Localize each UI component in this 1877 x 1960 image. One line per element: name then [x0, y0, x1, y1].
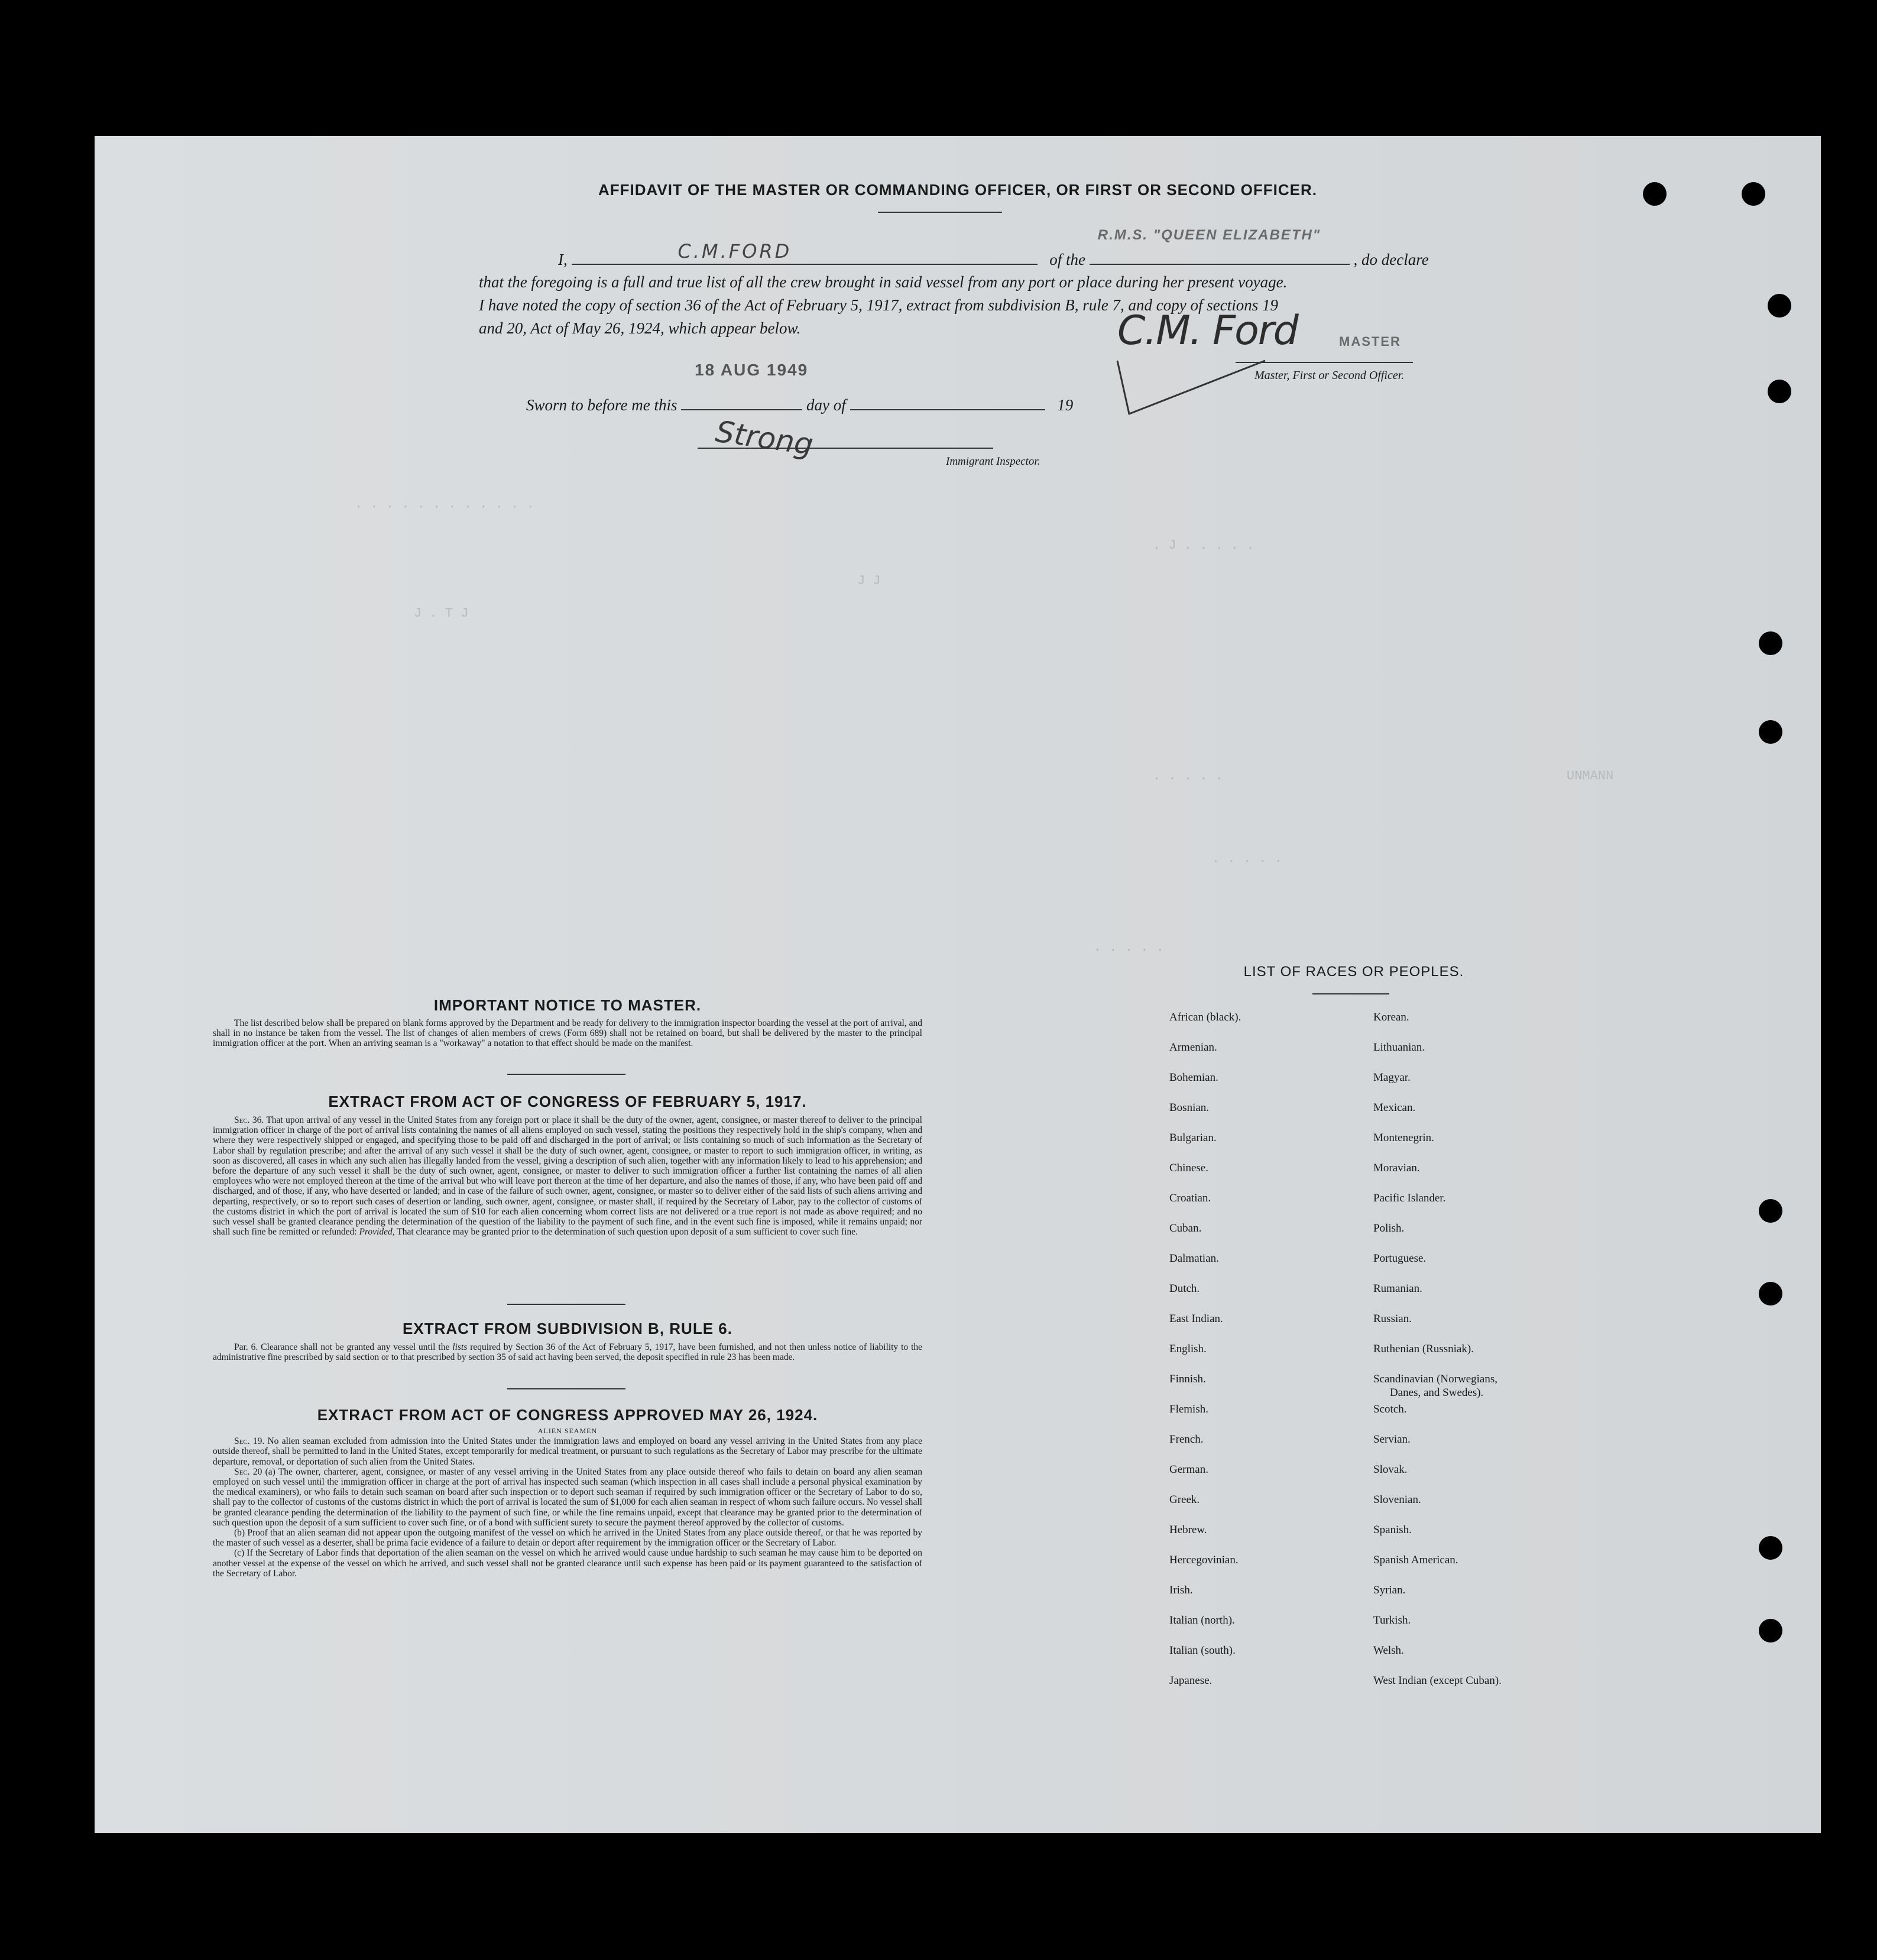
- race-item: Armenian.: [1169, 1041, 1217, 1054]
- affidavit-line-2: that the foregoing is a full and true list of all the crew brought in said vessel from any port or place during her present voyage.: [479, 273, 1288, 291]
- notice-divider: [507, 1074, 625, 1075]
- par-6-text-a: Clearance shall not be granted any vessel until the: [261, 1342, 450, 1352]
- master-stamp: MASTER: [1339, 334, 1401, 349]
- race-item: Moravian.: [1373, 1162, 1420, 1174]
- signature-flourish: [1111, 349, 1277, 426]
- do-declare-label: , do declare: [1353, 251, 1429, 268]
- par-6-label: Par. 6.: [234, 1342, 258, 1352]
- race-item: Scotch.: [1373, 1403, 1407, 1415]
- alien-seamen-subtitle: ALIEN SEAMEN: [537, 1427, 598, 1435]
- punch-hole: [1768, 294, 1791, 318]
- affidavit-line-4: and 20, Act of May 26, 1924, which appear below.: [479, 319, 801, 337]
- sworn-month-field: [850, 396, 1045, 410]
- race-item-continuation: Danes, and Swedes).: [1390, 1386, 1484, 1399]
- punch-hole: [1768, 380, 1791, 403]
- sec-19-text: No alien seaman excluded from admission into the United States under the immigration laws and employed on board any vessel arriving in the United States from any place outside thereof, shall be permitted to land in the United States, except temporarily for medical treatment, or pursuant to such regulations as the Secretary of Labor may prescribe for the ultimate departure, removal, or deportation of such alien from the United States.: [213, 1436, 922, 1467]
- inspector-caption: Immigrant Inspector.: [946, 455, 1040, 468]
- sec-20b-text: (b) Proof that an alien seaman did not appear upon the outgoing manifest of the vessel on which he arrived in the United States from any place outside thereof, or that he was reported by the master of such vessel as a deserter, shall be prima facie evidence of a failure to detain or deport after requirement by the immigration officer or the Secretary of Labor.: [213, 1528, 922, 1548]
- sec-36-text: That upon arrival of any vessel in the United States from any foreign port or place it shall be the duty of the owner, agent, consignee, or master thereof to deliver to the principal immigration officer in charge of the port of arrival lists containing the names of all aliens employed on such vessel, stating the positions they respectively hold in the ship's company, when and where they were respectively shipped or engaged, and specifying those to be paid off and discharged in the port of arrival; or lists containing so much of such information as the Secretary of Labor shall by regulation prescribe; and after the arrival of any such vessel it shall be the duty of such owner, agent, consignee, or master to report to such immigration officer, in writing, as soon as discovered, all cases in which any such alien has illegally landed from the vessel, giving a description of such alien, together with any information likely to lead to his apprehension; and before the departure of any such vessel it shall be the duty of such owner, agent, consignee, or master to deliver to such immigration officer a further list containing the names of all alien employees who were not employed thereon at the time of the arrival but who will leave port thereon at the time of her departure, and also the names of those, if any, who have been paid off and discharged, and of those, if any, who have deserted or landed; and in case of the failure of such owner, agent, consignee, or master so to deliver either of the said lists of such aliens arriving and departing, respectively, or so to report such cases of desertion or landing, such owner, agent, consignee, or master shall, if required by the Secretary of Labor, pay to the collector of customs of the customs district in which the port of arrival is located the sum of $10 for each alien concerning whom correct lists are not delivered or a true report is not made as above required; and no such vessel shall be granted clearance pending the determination of the question of the liability to the payment of such fine, and in the event such fine is imposed, while it remains unpaid; nor shall such fine be remitted or refunded:: [213, 1115, 922, 1237]
- race-item: Korean.: [1373, 1011, 1409, 1023]
- sec-36-label: Sec. 36.: [234, 1115, 264, 1125]
- race-item: Turkish.: [1373, 1614, 1411, 1627]
- sworn-line: [526, 396, 1073, 414]
- notice-paragraph: The list described below shall be prepared on blank forms approved by the Department and be ready for delivery to the immigration inspector boarding the vessel at the port of arrival, and shall in no instance be taken from the vessel. The list of changes of alien members of crews (Form 689) shall not be retained on board, but shall be delivered by the master to the principal immigration officer at the port. When an arriving seaman is a "workaway" a notation to that effect should be made on the manifest.: [213, 1018, 922, 1049]
- race-item: Bohemian.: [1169, 1071, 1218, 1084]
- race-item: Chinese.: [1169, 1162, 1208, 1174]
- line1-prefix: I,: [558, 251, 568, 268]
- extract-1917-divider: [507, 1304, 625, 1305]
- punch-hole: [1643, 182, 1667, 206]
- race-item: German.: [1169, 1463, 1208, 1476]
- race-item: Greek.: [1169, 1494, 1200, 1506]
- race-item: East Indian.: [1169, 1313, 1223, 1325]
- race-item: French.: [1169, 1433, 1204, 1446]
- race-item: Welsh.: [1373, 1644, 1404, 1657]
- affidavit-line-3: I have noted the copy of section 36 of the Act of February 5, 1917, extract from subdivision B, rule 7, and copy of sections 19: [479, 296, 1278, 314]
- affidavit-title: AFFIDAVIT OF THE MASTER OR COMMANDING OFFICER, OR FIRST OR SECOND OFFICER.: [598, 181, 1318, 199]
- race-item: West Indian (except Cuban).: [1373, 1674, 1502, 1687]
- title-underline: [878, 212, 1002, 213]
- race-item: Hercegovinian.: [1169, 1554, 1239, 1566]
- sec-20c-text: (c) If the Secretary of Labor finds that deportation of the alien seaman on the vessel on which he arrived would cause undue hardship to such seaman he may cause him to be deported on another vessel at the expense of the vessel on which he arrived, and such vessel shall not be granted clearance until such expense has been paid or its payment guaranteed to the satisfaction of the Secretary of Labor.: [213, 1548, 922, 1579]
- race-item: Rumanian.: [1373, 1282, 1422, 1295]
- sec-19-label: Sec. 19.: [234, 1436, 265, 1447]
- race-item: Polish.: [1373, 1222, 1405, 1235]
- subdivision-b-title: EXTRACT FROM SUBDIVISION B, RULE 6.: [403, 1320, 732, 1337]
- inspector-signature: Strong: [713, 414, 816, 462]
- race-item: Servian.: [1373, 1433, 1411, 1446]
- race-item: Lithuanian.: [1373, 1041, 1425, 1054]
- affidavit-line-1: [558, 227, 1429, 269]
- sworn-year-label: 19: [1057, 396, 1074, 414]
- punch-hole: [1759, 1199, 1782, 1223]
- race-item: Russian.: [1373, 1313, 1412, 1325]
- subdivision-b-text: [213, 1342, 922, 1362]
- race-item: Hebrew.: [1169, 1524, 1207, 1536]
- race-item: Dutch.: [1169, 1282, 1200, 1295]
- master-signature-line: [1236, 362, 1413, 363]
- sworn-day-label: day of: [806, 396, 846, 414]
- punch-hole: [1759, 1282, 1782, 1305]
- of-the-label: of the: [1049, 251, 1085, 268]
- race-item: Portuguese.: [1373, 1252, 1427, 1265]
- race-item: Pacific Islander.: [1373, 1192, 1446, 1204]
- punch-hole: [1742, 182, 1765, 206]
- race-item: Cuban.: [1169, 1222, 1202, 1235]
- sec-20-label: Sec. 20: [234, 1466, 262, 1477]
- race-item: Mexican.: [1373, 1102, 1416, 1114]
- date-stamp: 18 AUG 1949: [695, 361, 809, 379]
- punch-hole: [1759, 1619, 1782, 1642]
- race-item: Spanish.: [1373, 1524, 1412, 1536]
- punch-hole: [1759, 631, 1782, 655]
- subdivision-b-divider: [507, 1388, 625, 1389]
- signer-name: C.M.FORD: [677, 240, 792, 263]
- race-item: Bosnian.: [1169, 1102, 1210, 1114]
- extract-1924-text: [213, 1426, 922, 1579]
- race-item: Flemish.: [1169, 1403, 1208, 1415]
- race-item: Slovenian.: [1373, 1494, 1421, 1506]
- race-item: Irish.: [1169, 1584, 1193, 1596]
- race-item: Dalmatian.: [1169, 1252, 1219, 1265]
- extract-1917-title: EXTRACT FROM ACT OF CONGRESS OF FEBRUARY 5, 1917.: [328, 1093, 807, 1110]
- extract-1917-text: [213, 1115, 922, 1237]
- notice-text: [213, 1018, 922, 1049]
- sworn-prefix: Sworn to before me this: [526, 396, 677, 414]
- race-item: Magyar.: [1373, 1071, 1411, 1084]
- extract-1924-title: EXTRACT FROM ACT OF CONGRESS APPROVED MAY 26, 1924.: [317, 1406, 818, 1424]
- races-title-underline: [1312, 993, 1389, 994]
- vessel-stamp: R.M.S. "QUEEN ELIZABETH": [1097, 227, 1321, 243]
- race-item: Japanese.: [1169, 1674, 1213, 1687]
- race-item: Bulgarian.: [1169, 1132, 1217, 1144]
- race-item: Syrian.: [1373, 1584, 1406, 1596]
- race-item: Italian (south).: [1169, 1644, 1236, 1657]
- race-item: Montenegrin.: [1373, 1132, 1434, 1144]
- race-item: Slovak.: [1373, 1463, 1408, 1476]
- race-item: Spanish American.: [1373, 1554, 1458, 1566]
- sworn-day-field: [681, 396, 802, 410]
- race-item: Italian (north).: [1169, 1614, 1235, 1627]
- punch-hole: [1759, 720, 1782, 744]
- punch-hole: [1759, 1536, 1782, 1560]
- sec-20a-text: (a) The owner, charterer, agent, consignee, or master of any vessel arriving in the United States from any place outside thereof who fails to detain on board any alien seaman employed on such vessel until the immigration officer in charge at the port of arrival has inspected such seaman (which inspection in all cases shall include a personal physical examination by the medical examiners), or who fails to detain such seaman on board after such inspection or to deport such seaman if required by such immigration officer or the Secretary of Labor to do so, shall pay to the collector of customs of the customs district in which the port of arrival is located the sum of $1,000 for each alien seaman in respect of whom such failure occurs. No vessel shall be granted clearance pending the determination of the liability to the payment of such fine, or while the fine remains unpaid, except that clearance may be granted prior to the determination of such question upon the deposit of a sum sufficient to cover such fine, or of a bond with sufficient surety to secure the payment thereof approved by the collector of customs.: [213, 1466, 922, 1528]
- vessel-name-field: [1090, 227, 1350, 265]
- inspector-signature-line: [698, 448, 993, 449]
- master-caption: Master, First or Second Officer.: [1254, 369, 1405, 382]
- par-6-lists: lists: [452, 1342, 468, 1352]
- race-item: Scandinavian (Norwegians,: [1373, 1373, 1497, 1385]
- race-item: Ruthenian (Russniak).: [1373, 1343, 1474, 1355]
- master-signature: C.M. Ford: [1117, 307, 1298, 354]
- par-6-text-b: required by Section 36 of the Act of February 5, 1917, have been furnished, and not then unless notice of liability to the administrative fine prescribed by said section or to that prescribed by section 35 of said act having been served, the deposit specified in rule 23 has been made.: [213, 1342, 923, 1363]
- race-item: English.: [1169, 1343, 1207, 1355]
- notice-title: IMPORTANT NOTICE TO MASTER.: [433, 996, 702, 1014]
- races-title: LIST OF RACES OR PEOPLES.: [1243, 964, 1464, 980]
- race-item: African (black).: [1169, 1011, 1241, 1023]
- proviso-text: That clearance may be granted prior to the determination of such question upon deposit of a sum sufficient to cover such fine.: [397, 1227, 858, 1237]
- race-item: Finnish.: [1169, 1373, 1206, 1385]
- proviso-label: Provided,: [359, 1227, 395, 1237]
- signer-name-field: [572, 240, 1038, 265]
- race-item: Croatian.: [1169, 1192, 1211, 1204]
